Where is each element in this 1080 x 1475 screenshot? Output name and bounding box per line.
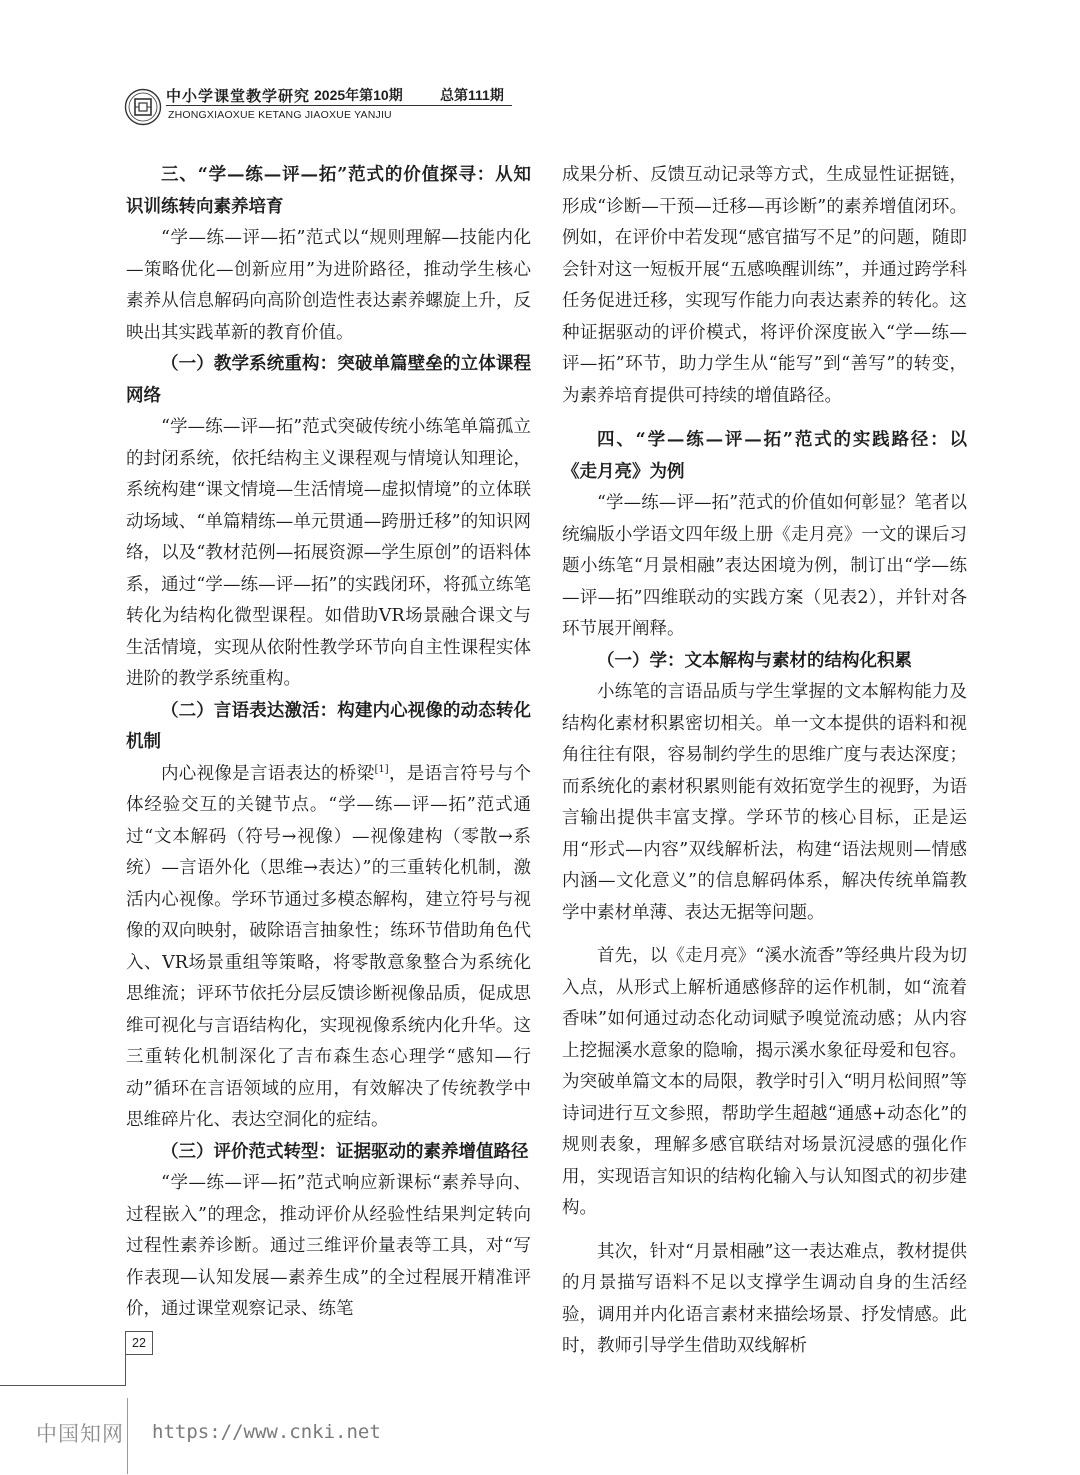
subsection-3-heading: （三）评价范式转型：证据驱动的素养增值路径 (161, 1141, 529, 1162)
section-4-heading: 四、“学—练—评—拓”范式的实践路径：以《走月亮》为例 (562, 430, 967, 482)
total-issue-label: 总第111期 (440, 87, 504, 103)
cnki-url[interactable]: https://www.cnki.net (152, 1421, 381, 1443)
journal-logo-icon (124, 88, 162, 126)
subsection-4-1-paragraph: 小练笔的言语品质与学生掌握的文本解构能力及结构化素材积累密切相关。单一文本提供的语料和视角往往有限，容易制约学生的思维广度与表达深度；而系统化的素材积累则能有效拓宽学生的视野，为语言输出提供丰富支撑。学环节的核心目标，正是运用“形式—内容”双线解析法，构建“语法规则—情感内涵—文化意义”的信息解码体系，解决传统单篇教学中素材单薄、表达无据等问题。 (562, 682, 967, 923)
right-column (562, 160, 967, 1363)
subsection-1-heading: （一）教学系统重构：突破单篇壁垒的立体课程网络 (126, 354, 531, 406)
cnki-watermark: 中国知网 (36, 1422, 124, 1446)
page-rule-vertical (125, 1354, 126, 1386)
subsection-2-heading: （二）言语表达激活：构建内心视像的动态转化机制 (126, 700, 531, 752)
section-3-heading: 三、“学—练—评—拓”范式的价值探寻：从知识训练转向素养培育 (126, 165, 531, 217)
subsection-3-paragraph: “学—练—评—拓”范式响应新课标“素养导向、过程嵌入”的理念，推动评价从经验性结果判定转向过程性素养诊断。通过三维评价量表等工具，对“写作表现—认知发展—素养生成”的全过程展开精准评价，通过课堂观察记录、练笔 (126, 1173, 531, 1319)
subsection-3-continued: 成果分析、反馈互动记录等方式，生成显性证据链，形成“诊断—干预—迁移—再诊断”的素养增值闭环。例如，在评价中若发现“感官描写不足”的问题，随即会针对这一短板开展“五感唤醒训练”，并通过跨学科任务促进迁移，实现写作能力向表达素养的转化。这种证据驱动的评价模式，将评价深度嵌入“学—练—评—拓”环节，助力学生从“能写”到“善写”的转变，为素养培育提供可持续的增值路径。 (562, 165, 967, 406)
page-rule-horizontal (0, 1385, 125, 1386)
paragraph-second: 其次，针对“月景相融”这一表达难点，教材提供的月景描写语料不足以支撑学生调动自身的生活经验，调用并内化语言素材来描绘场景、抒发情感。此时，教师引导学生借助双线解析 (562, 1241, 967, 1356)
page-number: 22 (125, 1331, 153, 1355)
citation-ref: [1] (374, 763, 389, 775)
watermark-divider (127, 1398, 128, 1474)
subsection-1-paragraph: “学—练—评—拓”范式突破传统小练笔单篇孤立的封闭系统，依托结构主义课程观与情境认知理论，系统构建“课文情境—生活情境—虚拟情境”的立体联动场域、“单篇精练—单元贯通—跨册迁移”的知识网络，以及“教材范例—拓展资源—学生原创”的语料体系，通过“学—练—评—拓”的实践闭环，将孤立练笔转化为结构化微型课程。如借助VR场景融合课文与生活情境，实现从依附性教学环节向自主性课程实体进阶的教学系统重构。 (126, 417, 531, 689)
journal-name: 中小学课堂教学研究 (166, 87, 311, 105)
subsection-2-text-a: 内心视像是言语表达的桥梁 (161, 763, 375, 784)
section-4-intro: “学—练—评—拓”范式的价值如何彰显？笔者以统编版小学语文四年级上册《走月亮》一文的课后习题小练笔“月景相融”表达困境为例，制订出“学—练—评—拓”四维联动的实践方案（见表2），并针对各环节展开阐释。 (562, 493, 967, 639)
journal-pinyin: ZHONGXIAOXUE KETANG JIAOXUE YANJIU (168, 109, 392, 121)
section-3-intro: “学—练—评—拓”范式以“规则理解—技能内化—策略优化—创新应用”为进阶路径，推动学生核心素养从信息解码向高阶创造性表达素养螺旋上升，反映出其实践革新的教育价值。 (126, 228, 531, 343)
journal-header (124, 82, 584, 132)
subsection-4-1-heading: （一）学：文本解构与素材的结构化积累 (597, 650, 912, 671)
left-column (126, 160, 531, 1326)
paragraph-first: 首先，以《走月亮》“溪水流香”等经典片段为切入点，从形式上解析通感修辞的运作机制，如“流着香味”如何通过动态化动词赋予嗅觉流动感；从内容上挖掘溪水意象的隐喻，揭示溪水象征母爱和包容。为突破单篇文本的局限，教学时引入“明月松间照”等诗词进行互文参照，帮助学生超越“通感+动态化”的规则表象，理解多感官联结对场景沉浸感的强化作用，实现语言知识的结构化输入与认知图式的初步建构。 (562, 946, 967, 1218)
issue-label: 2025年第10期 (314, 87, 403, 103)
header-divider (166, 105, 512, 106)
subsection-2-text-b: ，是语言符号与个体经验交互的关键节点。“学—练—评—拓”范式通过“文本解码（符号→视像）—视像建构（零散→系统）—言语外化（思维→表达）”的三重转化机制，激活内心视像。学环节通过多模态解构，建立符号与视像的双向映射，破除语言抽象性；练环节借助角色代入、VR场景重组等策略，将零散意象整合为系统化思维流；评环节依托分层反馈诊断视像品质，促成思维可视化与言语结构化，实现视像系统内化升华。这三重转化机制深化了吉布森生态心理学“感知—行动”循环在言语领域的应用，有效解决了传统教学中思维碎片化、表达空洞化的症结。 (126, 763, 532, 1130)
subsection-2-paragraph (126, 759, 531, 1137)
